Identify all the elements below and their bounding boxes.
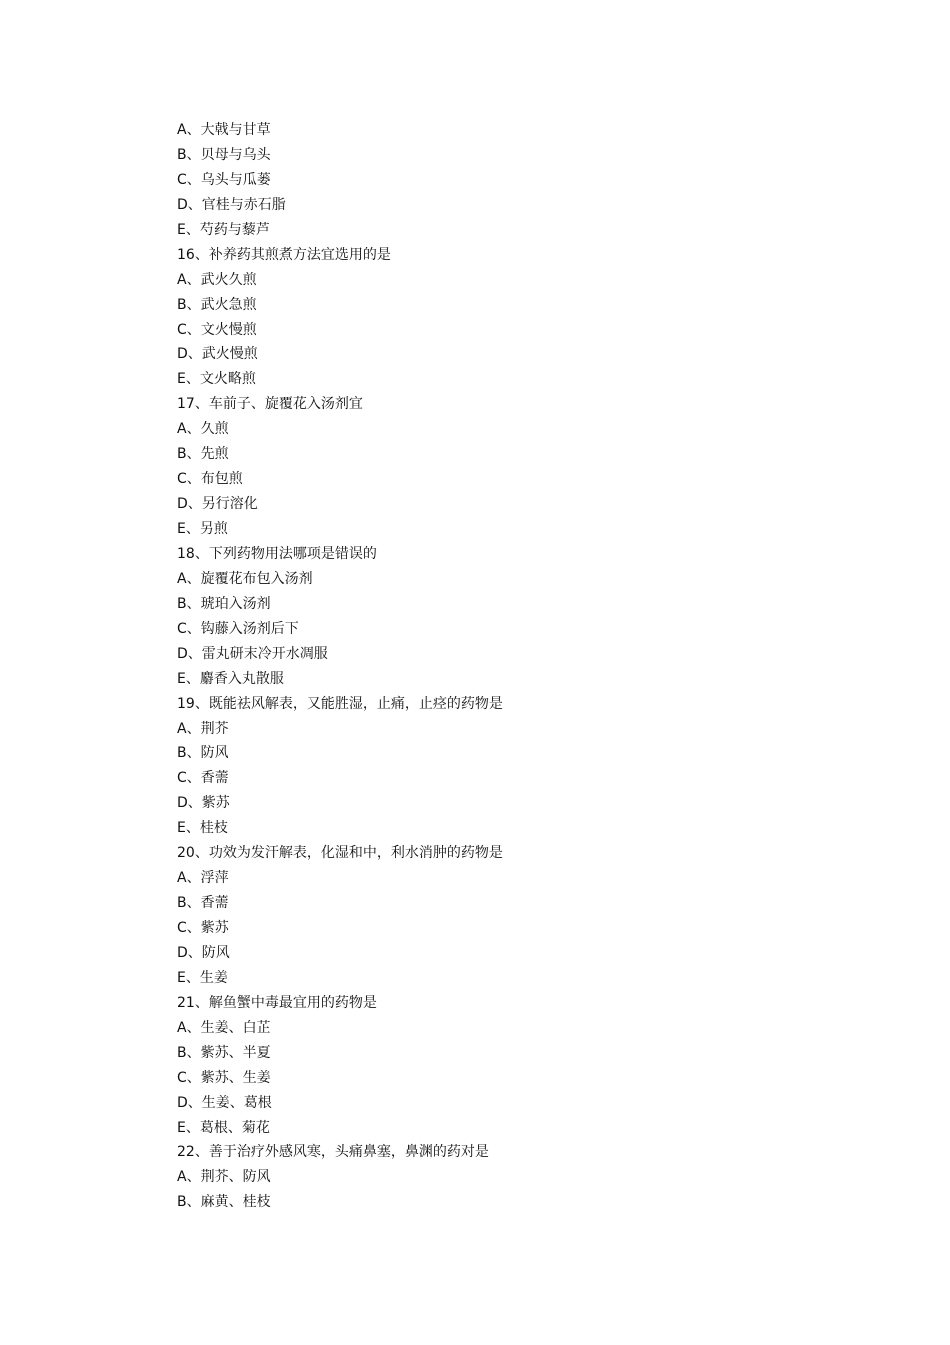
answer-option: D、紫苏 (177, 795, 230, 812)
answer-option: E、桂枝 (177, 820, 228, 837)
answer-option: C、文火慢煎 (177, 321, 257, 338)
answer-option: A、荆芥 (177, 720, 229, 737)
answer-option: A、旋覆花布包入汤剂 (177, 570, 313, 587)
answer-option: B、麻黄、桂枝 (177, 1194, 271, 1211)
answer-option: A、浮萍 (177, 870, 229, 887)
answer-option: E、麝香入丸散服 (177, 670, 284, 687)
answer-option: C、紫苏 (177, 920, 229, 936)
answer-option: E、芍药与藜芦 (177, 221, 270, 238)
answer-option: C、钩藤入汤剂后下 (177, 620, 299, 637)
answer-option: A、生姜、白芷 (177, 1019, 271, 1036)
answer-option: B、贝母与乌头 (177, 146, 271, 163)
answer-option: B、先煎 (177, 446, 229, 463)
question-text: 19、既能祛风解表，又能胜湿，止痛，止痉的药物是 (177, 695, 503, 712)
answer-option: A、武火久煎 (177, 271, 257, 288)
question-text: 21、解鱼蟹中毒最宜用的药物是 (177, 994, 377, 1011)
answer-option: B、防风 (177, 745, 229, 762)
question-list (177, 118, 877, 1215)
answer-option: C、布包煎 (177, 471, 243, 488)
question-text: 17、车前子、旋覆花入汤剂宜 (177, 396, 363, 413)
question-text: 20、功效为发汗解表，化湿和中，利水消肿的药物是 (177, 845, 503, 862)
answer-option: D、生姜、葛根 (177, 1094, 272, 1111)
answer-option: C、香薷 (177, 770, 229, 787)
answer-option: D、另行溶化 (177, 496, 258, 513)
answer-option: A、大戟与甘草 (177, 122, 271, 138)
answer-option: E、另煎 (177, 521, 228, 537)
answer-option: B、武火急煎 (177, 296, 257, 313)
answer-option: B、琥珀入汤剂 (177, 595, 271, 612)
question-text: 16、补养药其煎煮方法宜选用的是 (177, 246, 391, 263)
answer-option: E、生姜 (177, 969, 228, 986)
answer-option: D、官桂与赤石脂 (177, 196, 286, 213)
answer-option: A、荆芥、防风 (177, 1169, 271, 1186)
answer-option: B、香薷 (177, 895, 229, 912)
answer-option: E、葛根、菊花 (177, 1119, 270, 1136)
answer-option: D、武火慢煎 (177, 346, 258, 363)
answer-option: D、雷丸研末冷开水凋服 (177, 645, 328, 662)
answer-option: D、防风 (177, 944, 230, 961)
answer-option: E、文火略煎 (177, 371, 256, 388)
answer-option: C、紫苏、生姜 (177, 1069, 271, 1086)
answer-option: A、久煎 (177, 421, 229, 438)
answer-option: C、乌头与瓜蒌 (177, 171, 271, 188)
question-text: 22、善于治疗外感风寒，头痛鼻塞，鼻渊的药对是 (177, 1144, 489, 1161)
answer-option: B、紫苏、半夏 (177, 1044, 271, 1061)
question-text: 18、下列药物用法哪项是错误的 (177, 545, 377, 562)
